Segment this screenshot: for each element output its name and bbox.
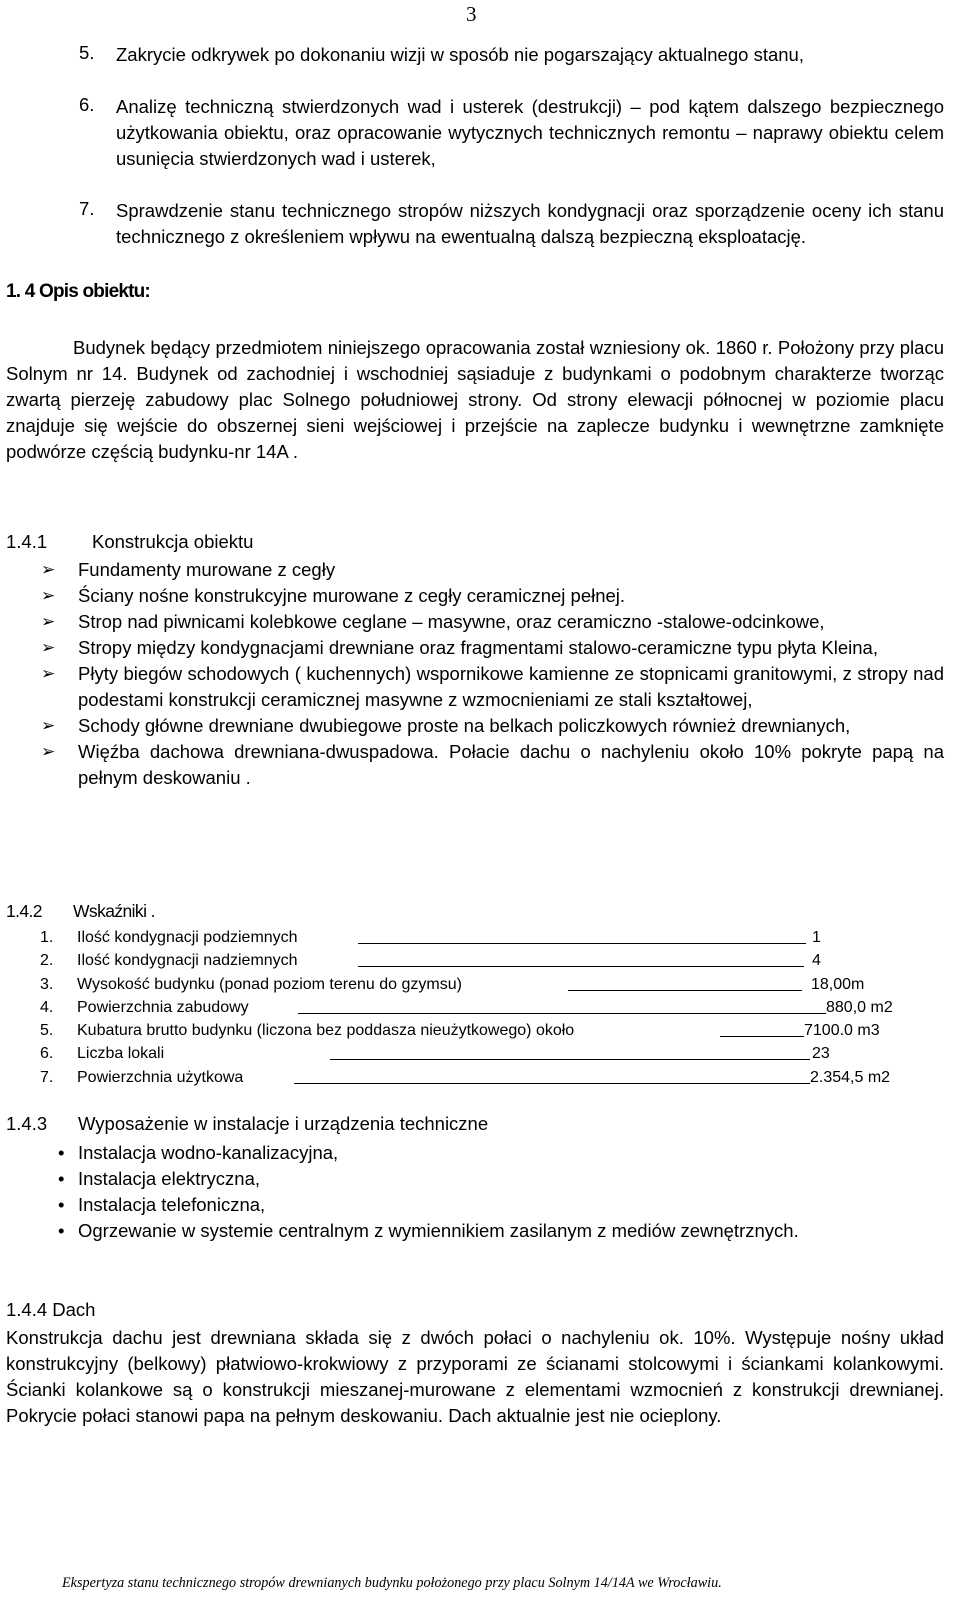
fill-line	[358, 966, 804, 967]
row-value: 1	[812, 929, 821, 946]
section-number: 1.4.2	[6, 901, 42, 921]
indicator-row	[40, 1066, 920, 1089]
indicators-table	[40, 926, 920, 1089]
list-text: Zakrycie odkrywek po dokonaniu wizji w sposób nie pogarszający aktualnego stanu,	[116, 44, 804, 65]
bullet-icon: •	[58, 1142, 65, 1163]
item-text: Strop nad piwnicami kolebkowe ceglane – masywne, oraz ceramiczno -stalowe-odcinkowe,	[78, 611, 825, 632]
row-number: 4.	[40, 998, 54, 1016]
bullet-icon: •	[58, 1168, 65, 1189]
row-value: 4	[812, 952, 821, 970]
list-item	[58, 1192, 944, 1218]
row-number: 7.	[40, 1068, 54, 1086]
arrow-bullet-icon: ➢	[41, 612, 56, 631]
row-label: Powierzchnia zabudowy	[77, 998, 249, 1016]
paragraph-dach: Konstrukcja dachu jest drewniana składa się z dwóch połaci o nachyleniu ok. 10%. Występuje nośny układ konstrukcyjny (belkowy) płatwiowo-krokwiowy z przyporami ze ścianami stolcowymi i ściankami kolankowymi. Ścianki kolankowe są o konstrukcji mieszanej-murowane z elementami wzmocnień z konstrukcji drewnianej. Pokrycie połaci stanowi papa na pełnym deskowaniu. Dach aktualnie jest nie ocieplony.	[6, 1327, 944, 1426]
row-label: Kubatura brutto budynku (liczona bez poddasza nieużytkowego) około	[77, 1022, 575, 1040]
section-heading-konstrukcja	[6, 531, 253, 553]
item-text: Fundamenty murowane z cegły	[78, 559, 336, 580]
item-text: Płyty biegów schodowych ( kuchennych) wspornikowe kamienne ze stopnicami granitowymi, z stropy nad podestami konstrukcji ceramicznej masywne z wzmocnieniami ze stali kształtowej,	[78, 663, 944, 710]
arrow-bullet-icon: ➢	[41, 716, 56, 735]
construction-list	[41, 557, 944, 791]
indicator-row	[40, 1019, 920, 1042]
row-value: 18,00m	[811, 975, 865, 993]
row-label: Liczba lokali	[77, 1045, 165, 1063]
fill-line	[294, 1083, 810, 1084]
row-number: 1.	[40, 929, 54, 946]
paragraph-opis	[6, 335, 944, 465]
list-number: 6.	[79, 94, 95, 115]
indicator-row	[40, 949, 920, 972]
row-label: Ilość kondygnacji nadziemnych	[77, 952, 298, 970]
row-value: 23	[812, 1045, 830, 1063]
list-item	[58, 1140, 944, 1166]
row-number: 6.	[40, 1045, 54, 1063]
item-text: Ściany nośne konstrukcyjne murowane z cegły ceramicznej pełnej.	[78, 585, 626, 606]
arrow-bullet-icon: ➢	[41, 664, 56, 683]
arrow-bullet-icon: ➢	[41, 638, 56, 657]
list-number: 5.	[79, 42, 95, 63]
indicator-row	[40, 996, 920, 1019]
section-number: 1.4.3	[6, 1113, 48, 1134]
section-heading-wskazniki	[6, 901, 155, 922]
list-item	[41, 583, 944, 609]
list-item	[41, 609, 944, 635]
section-title: Wskaźniki .	[73, 901, 155, 921]
arrow-bullet-icon: ➢	[41, 586, 56, 605]
row-label: Wysokość budynku (ponad poziom terenu do gzymsu)	[77, 975, 462, 993]
fill-line	[330, 1059, 810, 1060]
list-item	[58, 1166, 944, 1192]
list-item	[41, 661, 944, 713]
list-item	[41, 739, 944, 791]
item-text: Instalacja wodno-kanalizacyjna,	[78, 1142, 339, 1163]
item-text: Schody główne drewniane dwubiegowe proste na belkach policzkowych również drewnianych,	[78, 715, 851, 736]
bullet-icon: •	[58, 1220, 65, 1241]
list-text: Sprawdzenie stanu technicznego stropów niższych kondygnacji oraz sporządzenie oceny ich stanu technicznego z określeniem wpływu na ewentualną dalszą bezpieczną eksploatację.	[116, 200, 944, 247]
arrow-bullet-icon: ➢	[41, 742, 56, 761]
item-text: Instalacja telefoniczna,	[78, 1194, 266, 1215]
page-number: 3	[466, 2, 477, 26]
item-text: Stropy między kondygnacjami drewniane oraz fragmentami stalowo-ceramiczne typu płyta Kleina,	[78, 637, 878, 658]
list-item	[41, 713, 944, 739]
list-item	[58, 1218, 944, 1244]
fill-line	[358, 943, 806, 944]
row-value: 880,0 m2	[826, 998, 893, 1016]
row-number: 3.	[40, 975, 54, 993]
item-text: Więźba dachowa drewniana-dwuspadowa. Połacie dachu o nachyleniu około 10% pokryte papą na pełnym deskowaniu .	[78, 741, 944, 788]
list-item	[41, 557, 944, 583]
item-text: Ogrzewanie w systemie centralnym z wymiennikiem zasilanym z mediów zewnętrznych.	[78, 1220, 799, 1241]
intro-list-item	[79, 42, 944, 68]
list-text: Analizę techniczną stwierdzonych wad i usterek (destrukcji) – pod kątem dalszego bezpiecznego użytkowania obiektu, oraz opracowanie wytycznych technicznych remontu – naprawy obiektu celem usunięcia stwierdzonych wad i usterek,	[116, 96, 944, 169]
list-number: 7.	[79, 198, 95, 219]
row-value: 2.354,5 m2	[810, 1068, 891, 1086]
item-text: Instalacja elektryczna,	[78, 1168, 261, 1189]
indicator-row	[40, 926, 920, 949]
installations-list	[58, 1140, 944, 1244]
row-value: 7100.0 m3	[804, 1022, 880, 1040]
paragraph-text: Budynek będący przedmiotem niniejszego opracowania został wzniesiony ok. 1860 r. Położony przy placu Solnym nr 14. Budynek od zachodniej i wschodniej sąsiaduje z budynkami o podobnym charakterze tworząc zwartą pierzeję zabudowy plac Solnego południowej strony. Od strony elewacji północnej w poziomie placu znajduje się wejście do obszernej sieni wejściowej i przejście na zaplecze budynku i wewnętrzne zamknięte podwórze częścią budynku-nr 14A .	[6, 337, 944, 462]
page-footer: Ekspertyza stanu technicznego stropów drewnianych budynku położonego przy placu Solnym 14/14A we Wrocławiu.	[62, 1575, 722, 1591]
section-title: Konstrukcja obiektu	[92, 531, 254, 552]
row-label: Ilość kondygnacji podziemnych	[77, 929, 298, 946]
row-number: 2.	[40, 952, 54, 970]
section-title: Wyposażenie w instalacje i urządzenia techniczne	[78, 1113, 489, 1134]
bullet-icon: •	[58, 1194, 65, 1215]
section-heading-opis: 1. 4 Opis obiektu:	[6, 281, 150, 302]
section-heading-wyposazenie	[6, 1113, 488, 1135]
intro-list-item	[79, 198, 944, 250]
arrow-bullet-icon: ➢	[41, 560, 56, 579]
indicator-row	[40, 973, 920, 996]
section-heading-dach: 1.4.4 Dach	[6, 1299, 96, 1320]
indicator-row	[40, 1042, 920, 1065]
section-number: 1.4.1	[6, 531, 48, 552]
intro-list-item	[79, 94, 944, 172]
fill-line	[568, 990, 802, 991]
row-number: 5.	[40, 1022, 54, 1040]
list-item	[41, 635, 944, 661]
fill-line	[298, 1013, 826, 1014]
fill-line	[720, 1036, 804, 1037]
row-label: Powierzchnia użytkowa	[77, 1068, 244, 1086]
